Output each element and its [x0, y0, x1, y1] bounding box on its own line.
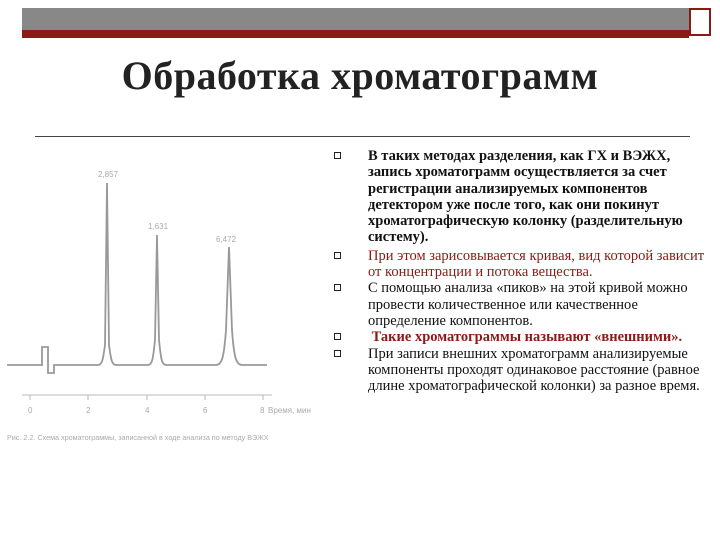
- bullet-text: Такие хроматограммы называют «внешними».: [368, 329, 683, 346]
- bullet-list: [334, 148, 712, 394]
- tick-label: 6: [203, 406, 208, 415]
- corner-square: [689, 8, 711, 36]
- bullet-text: С помощью анализа «пиков» на этой кривой можно провести количественное или качественное определение компонентов.: [368, 280, 688, 329]
- peak-label: 1,631: [148, 222, 169, 231]
- bullet-item: [334, 248, 712, 281]
- top-gray-band: [22, 8, 689, 30]
- chromatogram-figure: [2, 155, 317, 455]
- top-decoration-bar: [22, 8, 712, 36]
- bullet-item: [334, 346, 712, 395]
- bullet-item: [334, 148, 712, 246]
- bullet-item: [334, 329, 712, 345]
- peak-label: 6,472: [216, 235, 237, 244]
- bullet-text: При этом зарисовывается кривая, вид которой зависит от концентрации и потока вещества.: [368, 247, 705, 281]
- square-bullet-icon: [334, 152, 341, 159]
- axis-unit-label: Время, мин: [268, 406, 311, 415]
- top-red-band: [22, 30, 689, 38]
- peak-label: 2,857: [98, 170, 119, 179]
- bullet-text: В таких методах разделения, как ГХ и ВЭЖХ, запись хроматограмм осуществляется за счет регистрации анализируемых компонентов детектором уже после того, как они покинут хроматографическую колонку (разделительную систему).: [368, 148, 683, 246]
- tick-label: 4: [145, 406, 150, 415]
- tick-label: 8: [260, 406, 265, 415]
- chromatogram-curve: [7, 183, 267, 373]
- square-bullet-icon: [334, 350, 341, 357]
- bullet-item: [334, 280, 712, 329]
- square-bullet-icon: [334, 252, 341, 259]
- tick-label: 0: [28, 406, 33, 415]
- square-bullet-icon: [334, 333, 341, 340]
- figure-caption: Рис. 2.2. Схема хроматограммы, записанной в ходе анализа по методу ВЭЖХ: [7, 433, 269, 442]
- bullet-text: При записи внешних хроматограмм анализируемые компоненты проходят одинаковое расстояние (равное длине хроматографической колонки) за разное время.: [368, 345, 700, 395]
- title-divider: [35, 136, 690, 137]
- square-bullet-icon: [334, 284, 341, 291]
- page-title: Обработка хроматограмм: [121, 53, 599, 98]
- tick-label: 2: [86, 406, 91, 415]
